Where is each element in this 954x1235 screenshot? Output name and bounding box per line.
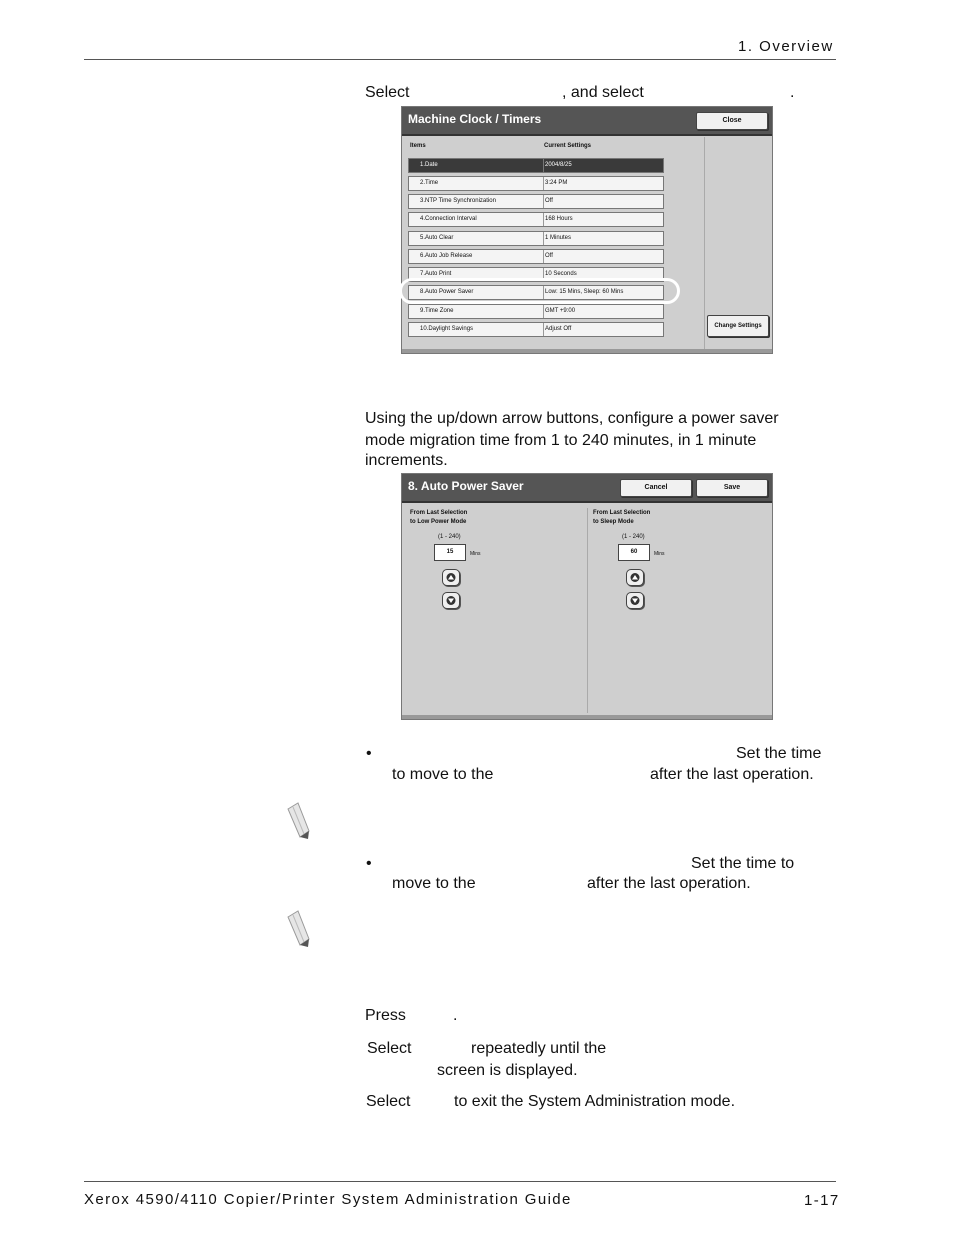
setting-row-auto-job-release[interactable] — [408, 249, 664, 264]
up-arrow-icon — [630, 573, 640, 582]
setting-row-ntp[interactable] — [408, 194, 664, 209]
footer-rule — [84, 1181, 836, 1182]
screen-title: 8. Auto Power Saver — [408, 479, 524, 493]
row-item: 9.Time Zone — [420, 308, 454, 314]
screen-title: Machine Clock / Timers — [408, 112, 542, 126]
screen-bottom-edge — [402, 715, 772, 719]
sleep-label-line2: to Sleep Mode — [593, 519, 634, 525]
row-value: 2004/8/25 — [545, 162, 572, 168]
step5-select: Select — [366, 1093, 411, 1110]
page-number: 1-17 — [804, 1192, 840, 1209]
screen-title-bar — [402, 474, 772, 503]
sleep-down-button[interactable] — [626, 592, 644, 609]
machine-clock-timers-screen — [401, 106, 773, 354]
setting-row-time[interactable] — [408, 176, 664, 191]
low-power-range: (1 - 240) — [438, 534, 461, 540]
sleep-minutes-field[interactable]: 60 — [618, 544, 650, 561]
sleep-up-button[interactable] — [626, 569, 644, 586]
panel-divider — [587, 508, 588, 713]
row-item: 8.Auto Power Saver — [420, 289, 474, 295]
low-power-up-button[interactable] — [442, 569, 460, 586]
current-settings-column-header: Current Settings — [544, 143, 592, 149]
bullet1-set-the-time: Set the time — [736, 745, 822, 762]
down-arrow-icon — [446, 596, 456, 605]
auto-power-saver-screen — [401, 473, 773, 720]
section-header: 1. Overview — [738, 38, 834, 55]
bullet2-move-to-the: move to the — [392, 875, 476, 892]
step3-press: Press — [365, 1007, 406, 1024]
row-item: 7.Auto Print — [420, 271, 452, 277]
down-arrow-icon — [630, 596, 640, 605]
step2-line1: Using the up/down arrow buttons, configure a power saver — [365, 410, 779, 427]
step4-screen-displayed: screen is displayed. — [437, 1062, 578, 1079]
step1-period: . — [790, 84, 795, 101]
row-item: 2.Time — [420, 180, 439, 186]
low-power-label-line1: From Last Selection — [410, 510, 468, 516]
low-power-down-button[interactable] — [442, 592, 460, 609]
row-value: Low: 15 Mins, Sleep: 60 Mins — [545, 289, 624, 295]
sleep-label-line1: From Last Selection — [593, 510, 651, 516]
low-power-minutes-field[interactable]: 15 — [434, 544, 466, 561]
row-item: 6.Auto Job Release — [420, 253, 473, 259]
change-settings-button[interactable]: Change Settings — [707, 315, 769, 337]
step4-select: Select — [367, 1040, 412, 1057]
close-button[interactable]: Close — [696, 112, 768, 130]
sleep-range: (1 - 240) — [622, 534, 645, 540]
row-value: Off — [545, 198, 553, 204]
save-button[interactable]: Save — [696, 479, 768, 497]
row-value: 10 Seconds — [545, 271, 577, 277]
row-value: 3:24 PM — [545, 180, 568, 186]
setting-row-connection-interval[interactable] — [408, 212, 664, 227]
setting-row-time-zone[interactable] — [408, 304, 664, 319]
setting-row-date[interactable] — [408, 158, 664, 173]
bullet1-to-move-to-the: to move to the — [392, 766, 494, 783]
row-value: 168 Hours — [545, 216, 573, 222]
row-item: 4.Connection Interval — [420, 216, 477, 222]
bullet1-after: after the last operation. — [650, 766, 814, 783]
note-pencil-icon — [284, 801, 312, 841]
low-power-unit: Mins — [470, 551, 481, 557]
row-item: 1.Date — [420, 162, 438, 168]
cancel-button[interactable]: Cancel — [620, 479, 692, 497]
step3-period: . — [453, 1007, 458, 1024]
step1-and-select-text: , and select — [562, 84, 644, 101]
row-item: 3.NTP Time Synchronization — [420, 198, 496, 204]
row-item: 5.Auto Clear — [420, 235, 454, 241]
up-arrow-icon — [446, 573, 456, 582]
step5-exit: to exit the System Administration mode. — [454, 1093, 736, 1110]
screen-title-bar — [402, 107, 772, 136]
low-power-label-line2: to Low Power Mode — [410, 519, 467, 525]
setting-row-auto-clear[interactable] — [408, 231, 664, 246]
bullet2-set-the-time-to: Set the time to — [691, 855, 795, 872]
bullet2-marker: • — [366, 855, 372, 872]
bullet2-after: after the last operation. — [587, 875, 751, 892]
row-item: 10.Daylight Savings — [420, 326, 474, 332]
right-panel-divider — [704, 137, 705, 353]
sleep-unit: Mins — [654, 551, 665, 557]
header-rule — [84, 59, 836, 60]
note-pencil-icon — [284, 909, 312, 949]
row-value: Off — [545, 253, 553, 259]
step2-line3: increments. — [365, 452, 448, 469]
row-value: Adjust Off — [545, 326, 572, 332]
row-value: 1 Minutes — [545, 235, 572, 241]
row-value: GMT +9:00 — [545, 308, 576, 314]
screen-bottom-edge — [402, 349, 772, 353]
auto-power-saver-highlight — [399, 278, 680, 304]
setting-row-daylight-savings[interactable] — [408, 322, 664, 337]
step2-line2: mode migration time from 1 to 240 minutes, in 1 minute — [365, 432, 757, 449]
items-column-header: Items — [410, 143, 426, 149]
step4-repeatedly: repeatedly until the — [471, 1040, 607, 1057]
bullet1-marker: • — [366, 745, 372, 762]
step1-select-text: Select — [365, 84, 410, 101]
guide-title: Xerox 4590/4110 Copier/Printer System Administration Guide — [84, 1191, 572, 1208]
